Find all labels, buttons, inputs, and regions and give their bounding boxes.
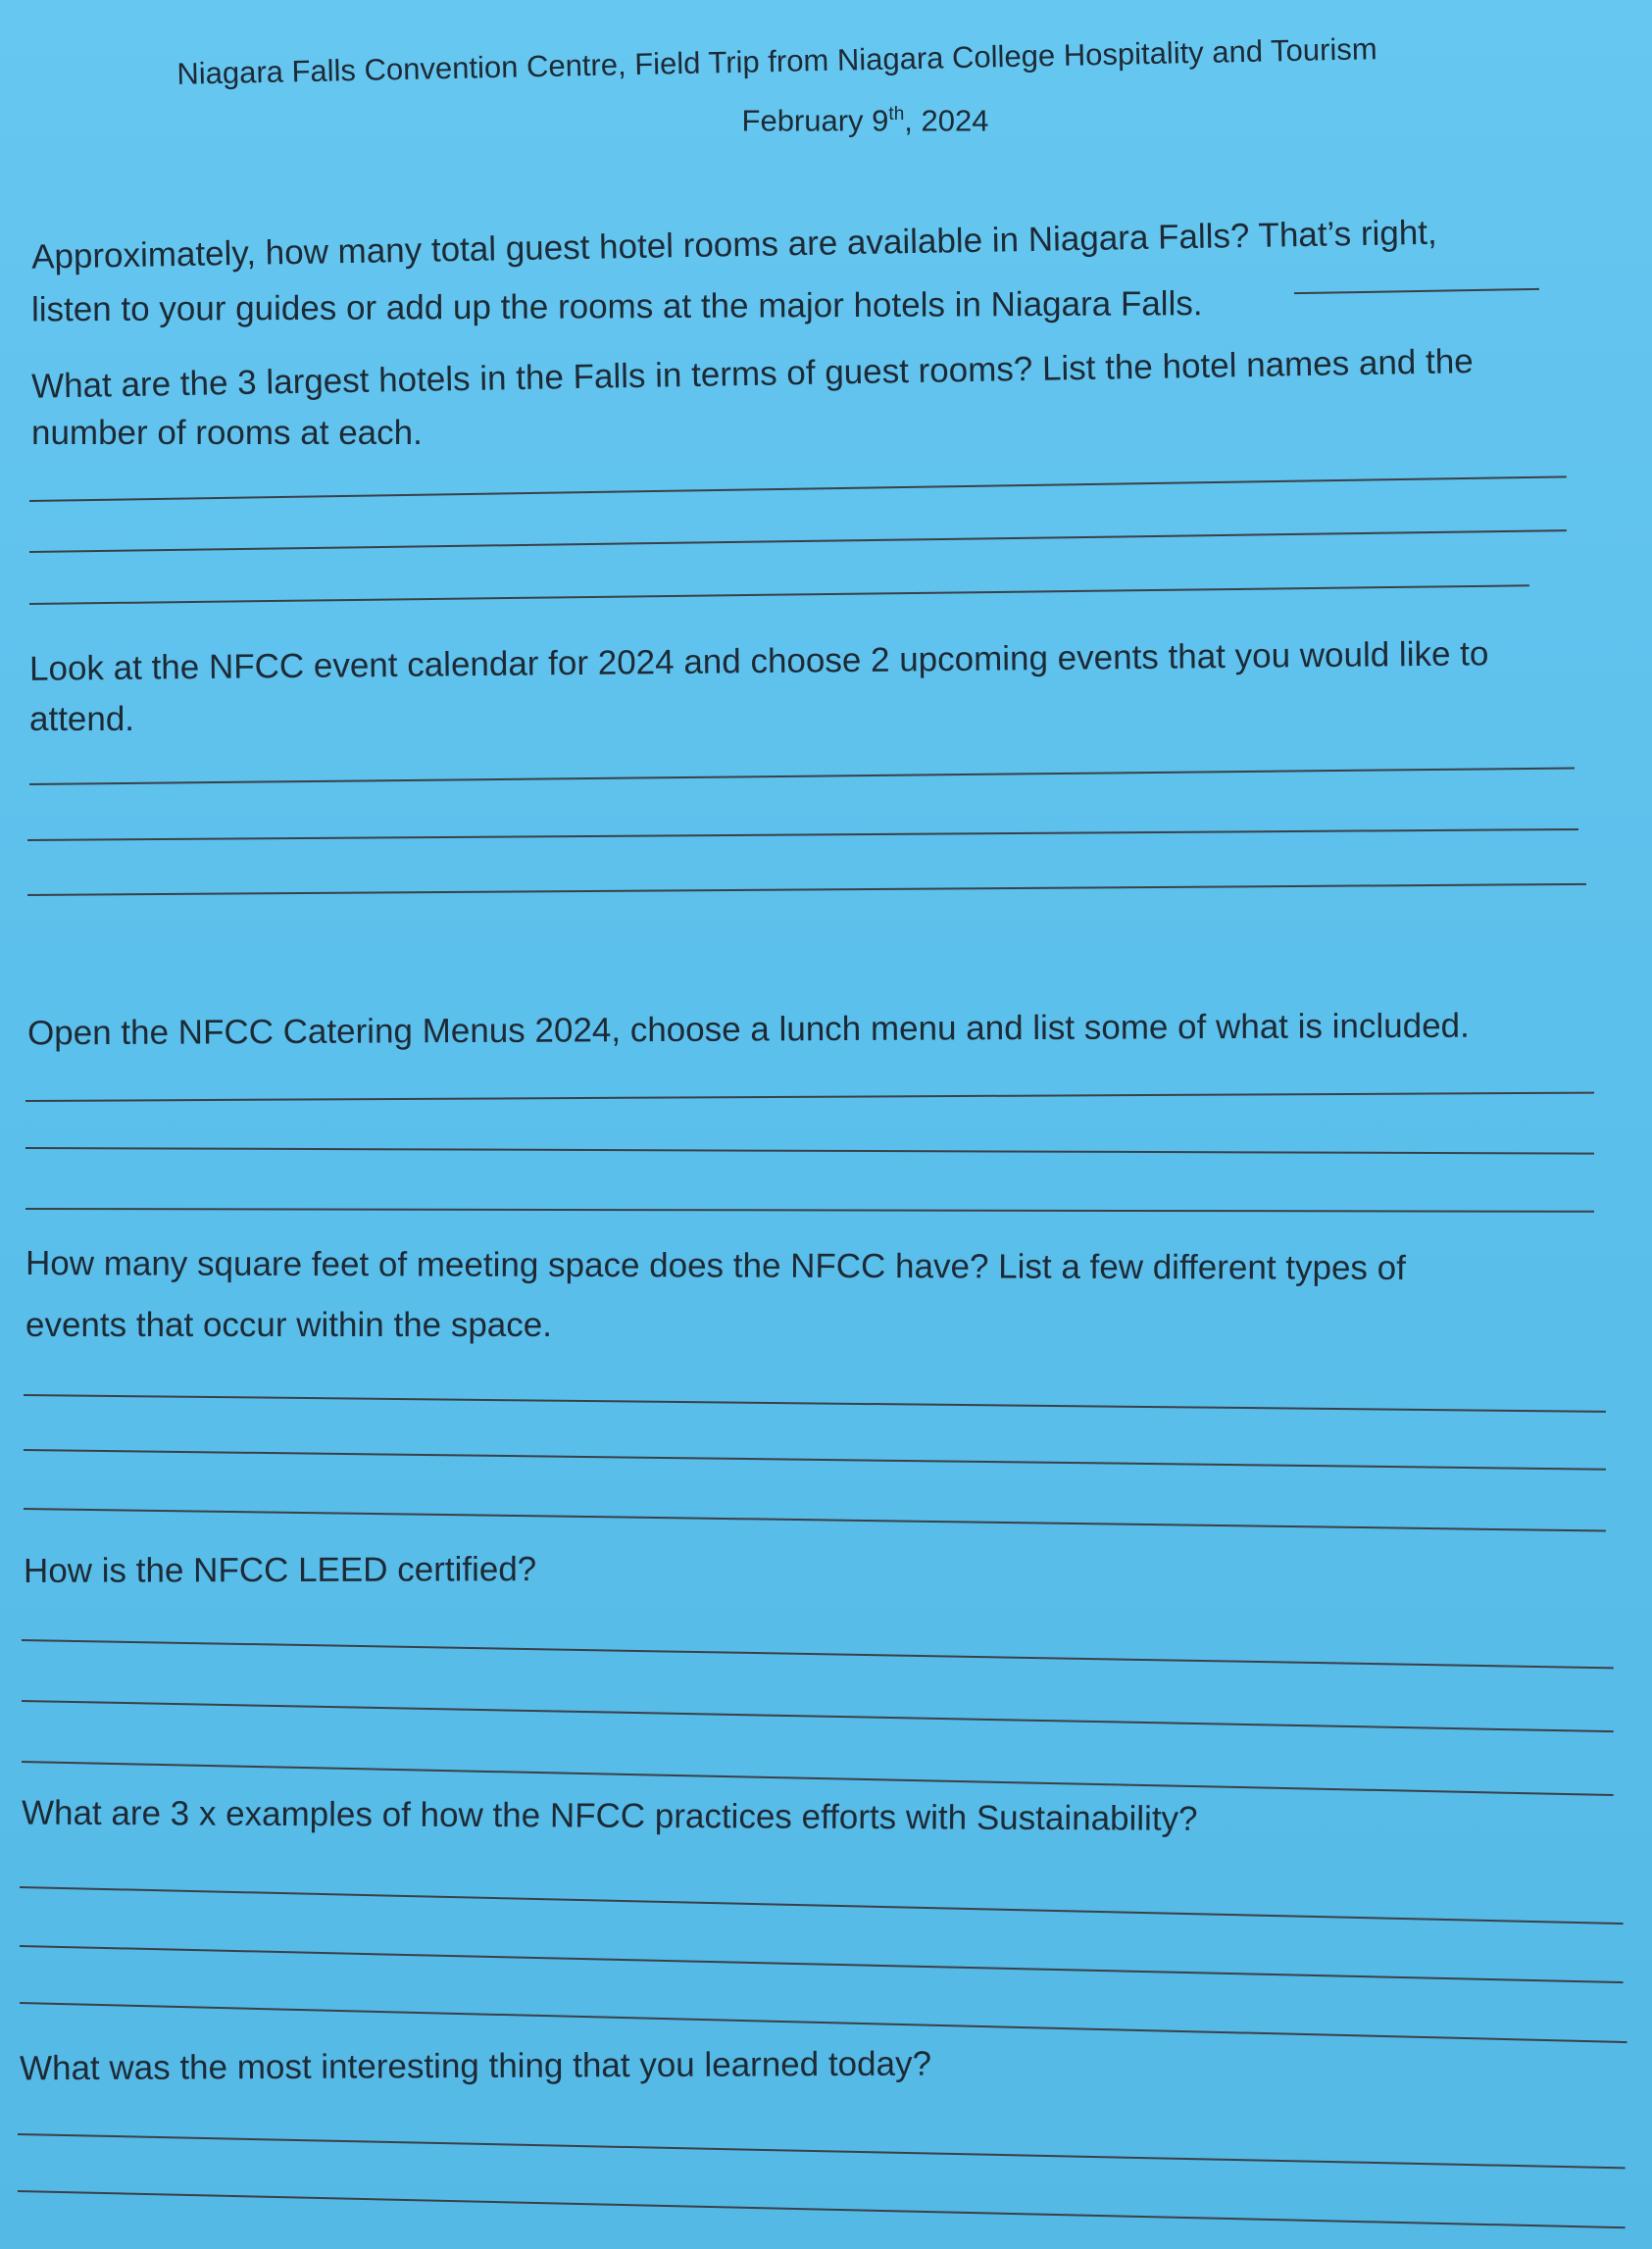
answer-line-q3-1[interactable] [29, 767, 1575, 785]
answer-line-q2-2[interactable] [29, 529, 1567, 553]
answer-line-q2-1[interactable] [29, 475, 1567, 502]
answer-line-q7-2[interactable] [20, 1945, 1624, 1983]
answer-line-q4-1[interactable] [25, 1092, 1594, 1102]
answer-line-q4-3[interactable] [25, 1208, 1594, 1213]
question-2-line-2: number of rooms at each. [31, 414, 423, 452]
answer-line-q8-1[interactable] [18, 2133, 1626, 2169]
answer-line-q8-2[interactable] [18, 2190, 1626, 2228]
question-8-line-1: What was the most interesting thing that you learned today? [19, 2044, 932, 2088]
question-1-line-1: Approximately, how many total guest hotel rooms are available in Niagara Falls? That’s right, [30, 213, 1438, 276]
answer-line-q6-2[interactable] [22, 1700, 1614, 1732]
answer-line-q5-3[interactable] [24, 1508, 1606, 1532]
question-5-line-2: events that occur within the space. [25, 1306, 552, 1344]
question-5-line-1: How many square feet of meeting space does the NFCC have? List a few different types of [25, 1244, 1406, 1287]
answer-line-q3-2[interactable] [27, 828, 1578, 841]
question-3-line-2: attend. [29, 700, 135, 738]
question-2-line-1: What are the 3 largest hotels in the Falls in terms of guest rooms? List the hotel names and the [30, 342, 1475, 406]
question-6-line-1: How is the NFCC LEED certified? [23, 1550, 537, 1590]
question-1-line-2: listen to your guides or add up the rooms at the major hotels in Niagara Falls. [30, 284, 1203, 329]
question-3-line-1: Look at the NFCC event calendar for 2024 and choose 2 upcoming events that you would like to [28, 634, 1489, 688]
answer-line-q5-2[interactable] [24, 1449, 1606, 1471]
answer-line-q4-2[interactable] [25, 1147, 1594, 1155]
question-4-line-1: Open the NFCC Catering Menus 2024, choose a lunch menu and list some of what is included. [26, 1006, 1470, 1053]
header-title: Niagara Falls Convention Centre, Field Trip from Niagara College Hospitality and Tourism [176, 31, 1377, 91]
header-date-superscript: th [888, 104, 905, 125]
answer-line-q3-3[interactable] [27, 883, 1586, 896]
answer-line-q5-1[interactable] [24, 1394, 1606, 1413]
header-date [78, 92, 1652, 143]
answer-line-q7-1[interactable] [20, 1886, 1624, 1924]
answer-line-q6-1[interactable] [22, 1639, 1614, 1669]
header-date-prefix: February 9 [741, 103, 889, 138]
answer-line-q2-3[interactable] [29, 584, 1529, 605]
header-date-suffix: , 2024 [904, 103, 989, 138]
worksheet-header [0, 31, 1652, 143]
question-7-line-1: What are 3 x examples of how the NFCC practices efforts with Sustainability? [21, 1793, 1198, 1838]
